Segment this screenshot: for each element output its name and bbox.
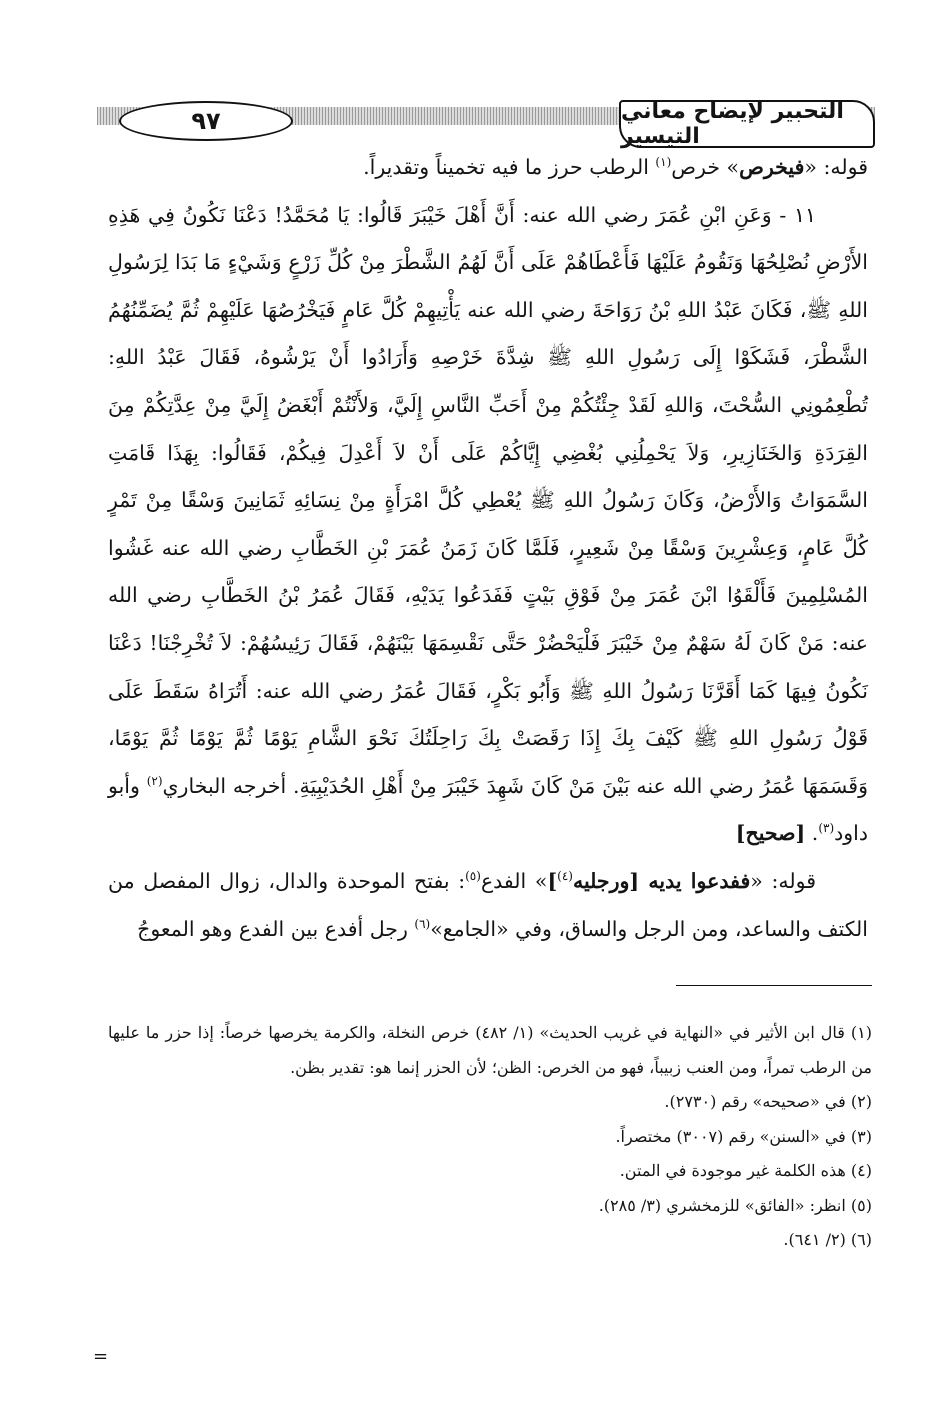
footnotes (108, 1016, 872, 1258)
gloss-term: ففدعوا يديه [ورجليه (572, 868, 751, 893)
text-run: قوله: « (804, 155, 868, 179)
text-run: » الفدع (480, 868, 548, 893)
text-run: وأبو داود (108, 773, 868, 846)
hadith-paragraph (108, 192, 868, 858)
continuation-mark: = (93, 1346, 109, 1367)
hadith-grade: [صحيح] (735, 821, 806, 846)
book-title: التحبير لإيضاح معاني التيسير (619, 100, 875, 148)
footnote-ref: (٣) (818, 821, 835, 836)
gloss-term-end: ] (547, 868, 558, 893)
footnote-ref: (٥) (465, 869, 481, 884)
text-run: : بفتح الموحدة والدال، زوال المفصل من الكتف والساعد، ومن الرجل والساق، وفي «الجامع» (108, 868, 868, 941)
paragraph-gloss-1 (108, 144, 868, 192)
gloss-term: فيخرص (739, 155, 805, 179)
footnote-separator (676, 985, 872, 986)
hadith-text: ١١ - وَعَنِ ابْنِ عُمَرَ رضي الله عنه: أَنَّ أَهْلَ خَيْبَرَ قَالُوا: يَا مُحَمَّدُ! دَعْنَا نَكُونُ فِي هَذِهِ الأَرْضِ نُصْلِحُهَا وَنَقُومُ عَلَيْهَا فَأَعْطَاهُمْ عَلَى أَنَّ لَهُمُ الشَّطْرَ مِنْ كُلِّ زَرْعٍ وَشَيْءٍ مَا بَدَا لِرَسُولِ اللهِ ﷺ، فَكَانَ عَبْدُ اللهِ بْنُ رَوَاحَةَ رضي الله عنه يَأْتِيهِمْ كُلَّ عَامٍ فَيَخْرُصُهَا عَلَيْهِمْ ثُمَّ يُضَمِّنُهُمُ الشَّطْرَ، فَشَكَوْا إِلَى رَسُولِ اللهِ ﷺ شِدَّةَ خَرْصِهِ وَأَرَادُوا أَنْ يَرْشُوهُ، فَقَالَ عَبْدُ اللهِ: تُطْعِمُونِي السُّحْتَ، وَاللهِ لَقَدْ جِئْتُكُمْ مِنْ أَحَبِّ النَّاسِ إِلَيَّ، وَلأَنْتُمْ أَبْغَضُ إِلَيَّ مِنْ عِدَّتِكُمْ مِنَ القِرَدَةِ وَالخَنَازِيرِ، وَلاَ يَحْمِلُنِي بُغْضِي إِيَّاكُمْ عَلَى أَنْ لاَ أَعْدِلَ فِيكُمْ، فَقَالُوا: بِهَذَا قَامَتِ السَّمَوَاتُ وَالأَرْضُ، وَكَانَ رَسُولُ اللهِ ﷺ يُعْطِي كُلَّ امْرَأَةٍ مِنْ نِسَائِهِ ثَمَانِينَ وَسْقًا مِنْ تَمْرٍ كُلَّ عَامٍ، وَعِشْرِينَ وَسْقًا مِنْ شَعِيرٍ، فَلَمَّا كَانَ زَمَنُ عُمَرَ بْنِ الخَطَّابِ رضي الله عنه غَشُوا المُسْلِمِينَ فَأَلْقَوُا ابْنَ عُمَرَ مِنْ فَوْقِ بَيْتٍ فَفَدَعُوا يَدَيْهِ، فَقَالَ عُمَرُ بْنُ الخَطَّابِ رضي الله عنه: مَنْ كَانَ لَهُ سَهْمٌ مِنْ خَيْبَرَ فَلْيَحْضُرْ حَتَّى نَقْسِمَهَا بَيْنَهُمْ، فَقَالَ رَئِيسُهُمْ: لاَ تُخْرِجْنَا! دَعْنَا نَكُونُ فِيهَا كَمَا أَقَرَّنَا رَسُولُ اللهِ ﷺ وَأَبُو بَكْرٍ، فَقَالَ عُمَرُ رضي الله عنه: أَتُرَاهُ سَقَطَ عَلَى قَوْلُ رَسُولِ اللهِ ﷺ كَيْفَ بِكَ إِذَا رَقَصَتْ بِكَ رَاحِلَتُكَ نَحْوَ الشَّامِ يَوْمًا ثُمَّ يَوْمًا ثُمَّ يَوْمًا، وَقَسَمَهَا عُمَرُ رضي الله عنه بَيْنَ مَنْ كَانَ شَهِدَ خَيْبَرَ مِنْ أَهْلِ الحُدَيْبِيَةِ. أخرجه البخاري (108, 202, 868, 798)
footnote-6: (٦) (٢/ ٦٤١). (783, 1230, 872, 1249)
footnote-3: (٣) في «السنن» رقم (٣٠٠٧) مختصراً. (615, 1126, 872, 1146)
footnote-4: (٤) هذه الكلمة غير موجودة في المتن. (619, 1161, 872, 1180)
footnote-2: (٢) في «صحيحه» رقم (٢٧٣٠). (664, 1092, 872, 1111)
footnote-1: (١) قال ابن الأثير في «النهاية في غريب الحديث» (١/ ٤٨٢) خرص النخلة، والكرمة يخرصها خرصاً: إذا حزر ما عليها من الرطب تمراً، ومن العنب زبيباً، فهو من الخرص: الظن؛ لأن الحزر إنما هو: تقدير بظن. (108, 1023, 872, 1077)
text-run: الرطب حرز ما فيه تخميناً وتقديراً. (363, 155, 656, 179)
footnote-ref: (٢) (146, 773, 163, 788)
page-number: ٩٧ (119, 101, 293, 141)
footnote-ref: (١) (655, 155, 672, 170)
text-run: » خرص (671, 155, 740, 179)
footnote-ref: (٤) (557, 869, 573, 884)
text-run: . (805, 821, 819, 846)
text-run: رجل أفدع بين الفدع وهو المعوجُ (137, 916, 415, 941)
running-header (97, 99, 875, 149)
main-text (108, 144, 868, 953)
footnote-5: (٥) انظر: «الفائق» للزمخشري (٣/ ٢٨٥). (598, 1195, 872, 1215)
footnote-ref: (٦) (414, 916, 431, 931)
paragraph-gloss-2 (108, 858, 868, 953)
text-run: قوله: « (750, 868, 816, 893)
